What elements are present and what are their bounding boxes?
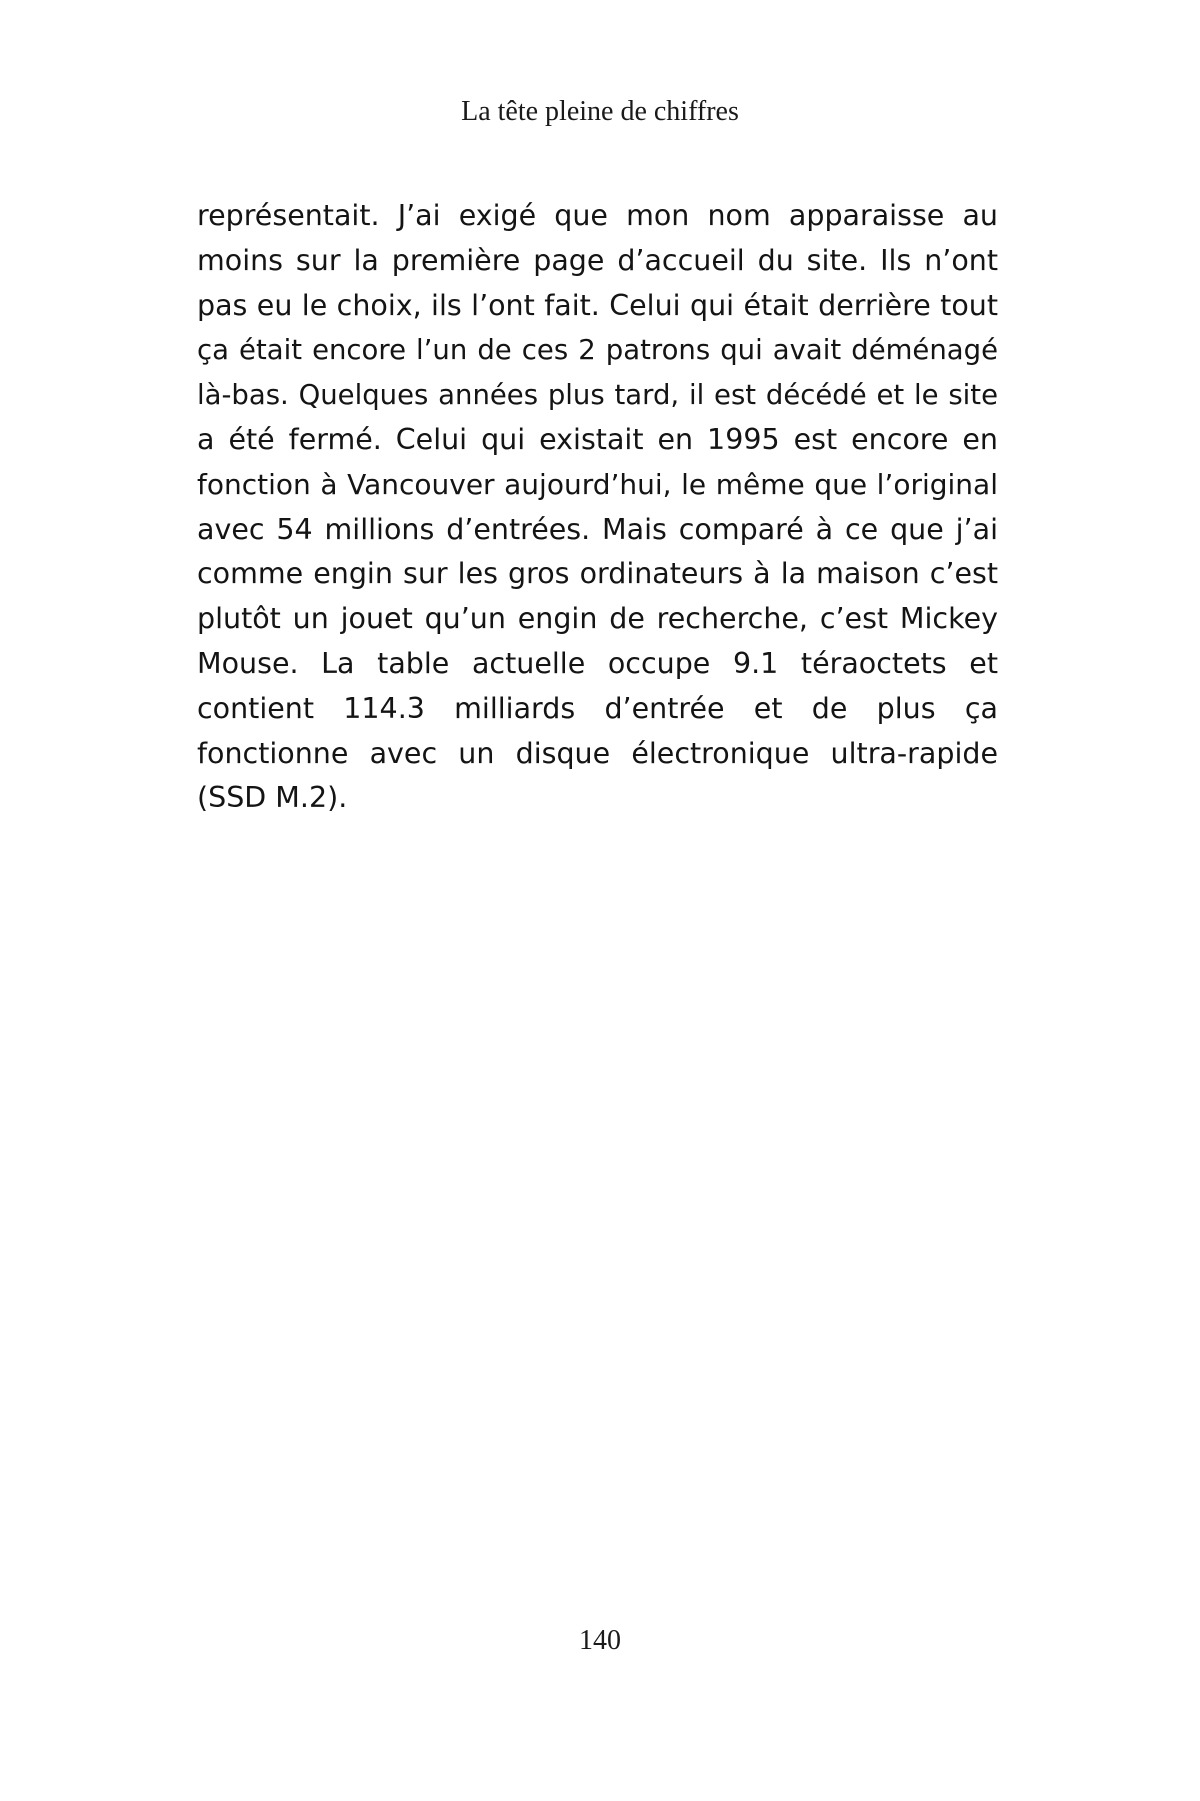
text-line: contient 114.3 milliards d’entrée et de plus ça [197, 691, 998, 725]
text-line: Mouse. La table actuelle occupe 9.1 téraoctets et [197, 646, 998, 680]
text-line: ça était encore l’un de ces 2 patrons qui avait déménagé [197, 334, 998, 367]
text-line: (SSD M.2). [197, 781, 348, 815]
text-line: comme engin sur les gros ordinateurs à la maison c’est [197, 557, 998, 591]
text-line: avec 54 millions d’entrées. Mais comparé à ce que j’ai [197, 512, 998, 546]
text-line: a été fermé. Celui qui existait en 1995 est encore en [197, 422, 998, 456]
text-line: là-bas. Quelques années plus tard, il est décédé et le site [197, 379, 998, 412]
text-line: plutôt un jouet qu’un engin de recherche, c’est Mickey [197, 602, 998, 636]
text-line: fonction à Vancouver aujourd’hui, le même que l’original [197, 467, 998, 501]
text-line: moins sur la première page d’accueil du site. Ils n’ont [197, 243, 998, 277]
text-line: pas eu le choix, ils l’ont fait. Celui qui était derrière tout [197, 288, 998, 322]
text-line: représentait. J’ai exigé que mon nom apparaisse au [197, 199, 998, 232]
running-header-title: La tête pleine de chiffres [461, 96, 739, 127]
body-paragraph [197, 194, 998, 821]
page-number: 140 [579, 1625, 621, 1656]
text-line: fonctionne avec un disque électronique ultra-rapide [197, 736, 998, 770]
